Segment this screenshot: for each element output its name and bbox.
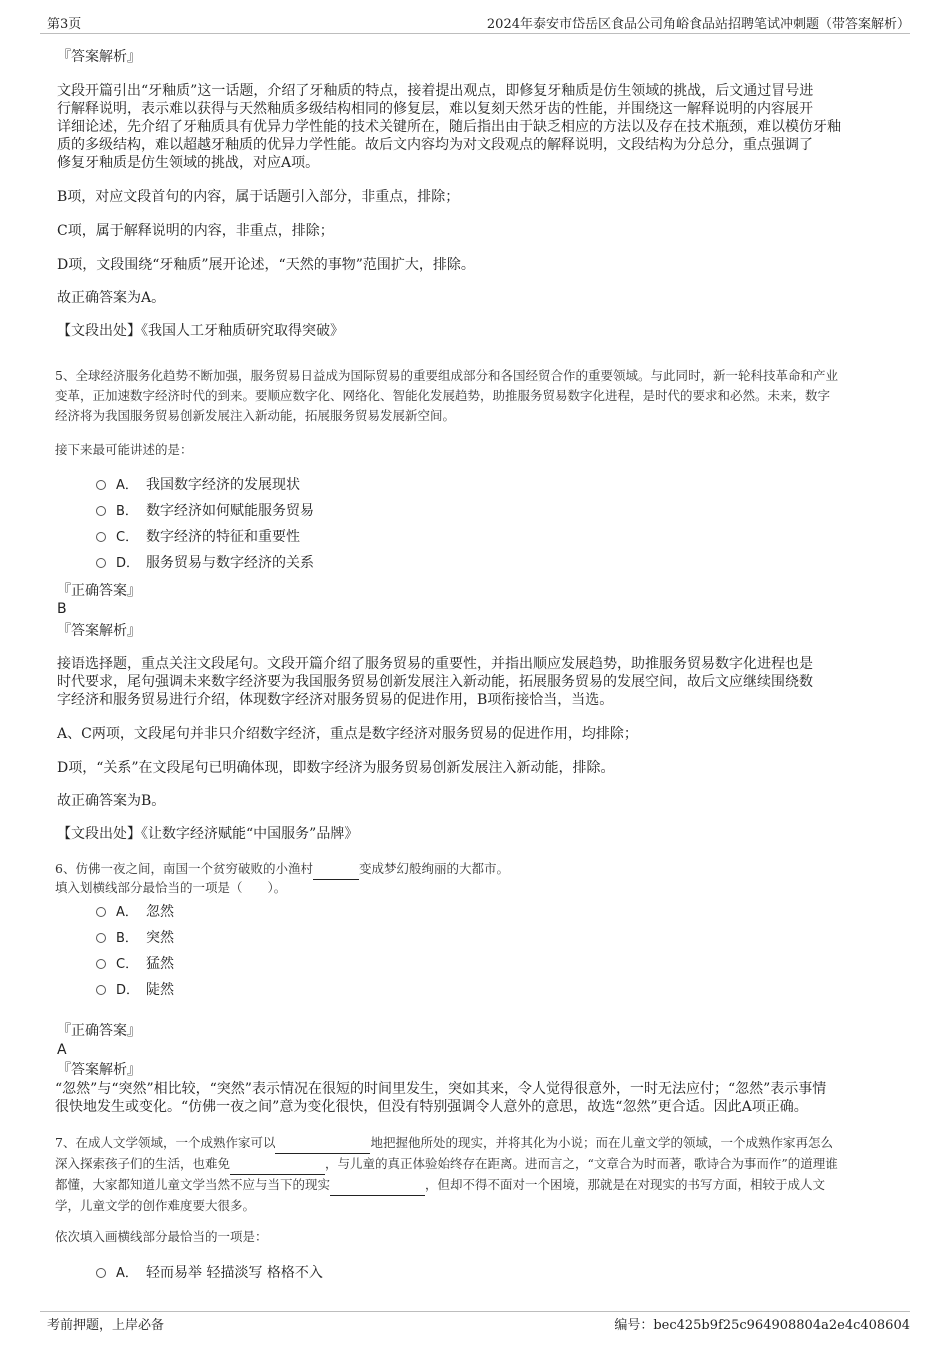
option-letter: C． [116,530,139,545]
q5-option-d-explain: D项，“关系”在文段尾句已明确体现，即数字经济为服务贸易创新发展注入新动能，排除。 [57,760,615,776]
q5-analysis-line: 字经济和服务贸易进行介绍，体现数字经济对服务贸易的促进作用，B项衔接恰当，当选。 [57,692,614,708]
option-letter: A． [116,478,138,493]
footer-slogan: 考前押题，上岸必备 [47,1318,165,1333]
option-text: 陡然 [146,982,174,998]
option-letter: A． [116,1266,138,1281]
q7-text: 都懂，大家都知道儿童文学当然不应与当下的现实 [55,1177,331,1192]
option-text: 数字经济如何赋能服务贸易 [146,503,314,519]
q7-blank-3 [330,1175,425,1196]
q5-option-b[interactable] [96,502,314,521]
q5-answer-heading: 『正确答案』 [57,583,141,599]
radio-icon[interactable] [96,933,106,943]
radio-icon[interactable] [96,532,106,542]
q5-analysis-line: 时代要求，尾句强调未来数字经济要为我国服务贸易创新发展注入新动能，拓展服务贸易的发展空间，故后文应继续围绕数 [57,674,813,690]
option-text: 突然 [146,930,174,946]
q4-analysis-line: 行解释说明，表示难以获得与天然釉质多级结构相同的修复层，难以复刻天然牙齿的性能，并围绕这一解释说明的内容展开 [57,101,813,117]
q4-option-d-explain: D项，文段围绕“牙釉质”展开论述，“天然的事物”范围扩大，排除。 [57,257,475,273]
q6-analysis-heading: 『答案解析』 [57,1062,141,1078]
q7-stem-line [55,1175,897,1196]
q6-option-b[interactable] [96,929,174,948]
q7-text: ，但却不得不面对一个困境，那就是在对现实的书写方面，相较于成人文 [425,1177,826,1192]
footer-divider [40,1311,910,1312]
q7-stem [55,1133,897,1216]
q6-option-d[interactable] [96,981,174,1000]
q4-analysis-text [57,82,897,172]
q7-blank-2 [230,1154,325,1175]
q7-text: 深入探索孩子们的生活，也难免 [55,1156,231,1171]
radio-icon[interactable] [96,985,106,995]
option-letter: D． [116,983,140,998]
option-text: 我国数字经济的发展现状 [146,477,300,493]
q7-stem-line [55,1154,897,1175]
q5-option-a[interactable] [96,476,300,495]
q5-option-c[interactable] [96,528,300,547]
q4-analysis-line: 质的多级结构，难以超越牙釉质的优异力学性能。故后文内容均为对文段观点的解释说明，文段结构为分总分，重点强调了 [57,137,813,153]
q6-analysis-line: “忽然”与“突然”相比较，“突然”表示情况在很短的时间里发生，突如其来，令人觉得很意外，一时无法应付；“忽然”表示事情 [55,1081,827,1097]
radio-icon[interactable] [96,907,106,917]
q4-conclusion: 故正确答案为A。 [57,290,166,306]
q5-conclusion: 故正确答案为B。 [57,793,166,809]
option-letter: B． [116,931,138,946]
q7-option-a[interactable] [96,1264,323,1283]
q5-option-d[interactable] [96,554,314,573]
q5-analysis-text [57,655,897,709]
q6-stem [55,859,897,880]
q4-analysis-heading: 『答案解析』 [57,49,141,65]
radio-icon[interactable] [96,558,106,568]
q5-analysis-line: 接语选择题，重点关注文段尾句。文段开篇介绍了服务贸易的重要性，并指出顺应发展趋势，助推服务贸易数字化进程也是 [57,656,813,672]
q4-option-b-explain: B项，对应文段首句的内容，属于话题引入部分，非重点，排除； [57,189,460,205]
q5-prompt: 接下来最可能讲述的是： [55,442,193,457]
option-letter: B． [116,504,138,519]
q6-option-c[interactable] [96,955,174,974]
q6-prompt: 填入划横线部分最恰当的一项是（ ）。 [55,880,287,895]
q7-prompt: 依次填入画横线部分最恰当的一项是： [55,1229,268,1244]
q5-source: 【文段出处】《让数字经济赋能“中国服务”品牌》 [57,826,359,842]
radio-icon[interactable] [96,959,106,969]
q5-stem-line: 5、全球经济服务化趋势不断加强，服务贸易日益成为国际贸易的重要组成部分和各国经贸合作的重要领域。与此同时，新一轮科技革命和产业 [55,368,838,383]
q5-answer: B [57,601,67,617]
q6-answer: A [57,1042,67,1058]
q6-stem-before: 6、仿佛一夜之间，南国一个贫穷破败的小渔村 [55,861,313,876]
q6-analysis-line: 很快地发生或变化。“仿佛一夜之间”意为变化很快，但没有特别强调令人意外的意思，故选“忽然”更合适。因此A项正确。 [55,1099,808,1115]
q6-analysis-text [55,1080,895,1116]
option-text: 轻而易举 轻描淡写 格格不入 [146,1265,323,1281]
radio-icon[interactable] [96,1268,106,1278]
q7-blank-1 [275,1133,370,1154]
q4-analysis-line: 详细论述，先介绍了牙釉质具有优异力学性能的技术关键所在，随后指出由于缺乏相应的方法以及存在技术瓶颈，难以模仿牙釉 [57,119,841,135]
option-letter: D． [116,556,140,571]
q6-blank [313,859,359,880]
document-serial: 编号：bec425b9f25c964908804a2e4c408604 [614,1318,910,1333]
q6-stem-after: 变成梦幻般绚丽的大都市。 [358,861,509,876]
radio-icon[interactable] [96,506,106,516]
q5-option-ac-explain: A、C两项，文段尾句并非只介绍数字经济，重点是数字经济对服务贸易的促进作用，均排除； [57,726,638,742]
q7-stem-line [55,1133,897,1154]
header-divider [40,33,910,34]
q6-answer-heading: 『正确答案』 [57,1023,141,1039]
option-letter: C． [116,957,139,972]
radio-icon[interactable] [96,480,106,490]
q4-source: 【文段出处】《我国人工牙釉质研究取得突破》 [57,323,344,339]
q5-stem [55,366,897,426]
option-text: 服务贸易与数字经济的关系 [146,555,314,571]
option-text: 猛然 [146,956,174,972]
q7-text: 地把握他所处的现实，并将其化为小说；而在儿童文学的领域，一个成熟作家再怎么 [370,1135,833,1150]
q5-stem-line: 变革，正加速数字经济时代的到来。要顺应数字化、网络化、智能化发展趋势，助推服务贸易数字化进程，是时代的要求和必然。未来，数字 [55,388,831,403]
option-text: 忽然 [146,904,174,920]
q4-option-c-explain: C项，属于解释说明的内容，非重点，排除； [57,223,334,239]
q5-analysis-heading: 『答案解析』 [57,623,141,639]
q7-text: ，与儿童的真正体验始终存在距离。进而言之，“文章合为时而著，歌诗合为事而作”的道理谁 [325,1156,838,1171]
q7-text: 7、在成人文学领域，一个成熟作家可以 [55,1135,276,1150]
document-title: 2024年泰安市岱岳区食品公司角峪食品站招聘笔试冲刺题（带答案解析） [486,17,910,32]
q4-analysis-line: 修复牙釉质是仿生领域的挑战，对应A项。 [57,155,320,171]
q7-stem-line: 学，儿童文学的创作难度要大很多。 [55,1198,256,1213]
q4-analysis-line: 文段开篇引出“牙釉质”这一话题，介绍了牙釉质的特点，接着提出观点，即修复牙釉质是仿生领域的挑战，后文通过冒号进 [57,83,814,99]
option-letter: A． [116,905,138,920]
q5-stem-line: 经济将为我国服务贸易创新发展注入新动能，拓展服务贸易发展新空间。 [55,408,456,423]
q6-option-a[interactable] [96,903,174,922]
option-text: 数字经济的特征和重要性 [146,529,300,545]
page-number: 第3页 [47,17,82,32]
